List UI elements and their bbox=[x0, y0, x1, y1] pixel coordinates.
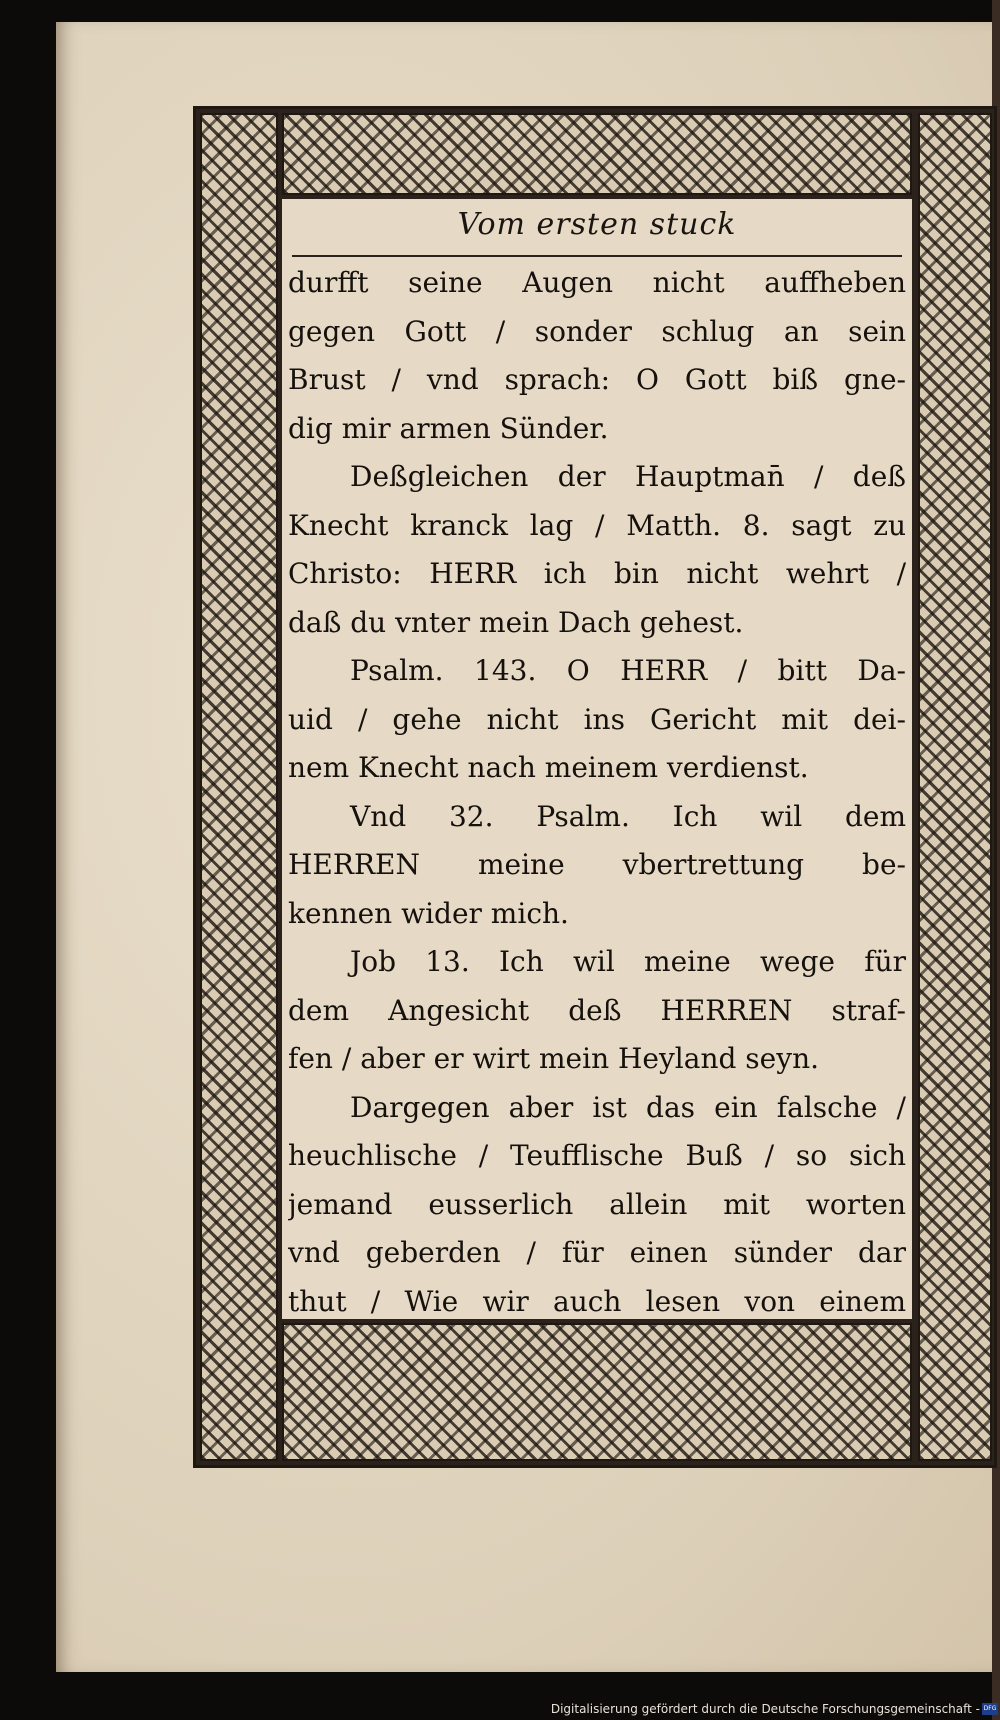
top-ornament-band bbox=[282, 113, 912, 195]
text-line: Brust / vnd sprach: O Gott biß gne- bbox=[288, 363, 906, 396]
text-line: thut / Wie wir auch lesen von einem bbox=[288, 1284, 906, 1318]
text-line: kennen wider mich. bbox=[288, 896, 569, 930]
text-line: fen / aber er wirt mein Heyland seyn. bbox=[288, 1042, 820, 1075]
running-head-rule bbox=[292, 255, 902, 257]
running-head: Vom ersten stuck bbox=[457, 207, 737, 242]
text-line: uid / gehe nicht ins Gericht mit dei- bbox=[288, 702, 906, 736]
woodcut-border-frame bbox=[193, 106, 997, 1468]
text-line: dig mir armen Sünder. bbox=[288, 411, 609, 445]
text-line: dem Angesicht deß HERREN straf- bbox=[288, 993, 906, 1027]
text-line: HERREN meine vbertrettung be- bbox=[288, 848, 906, 881]
text-line: vnd geberden / für einen sünder dar bbox=[288, 1236, 906, 1269]
text-line: durfft seine Augen nicht auffheben bbox=[288, 266, 906, 299]
text-line: nem Knecht nach meinem verdienst. bbox=[288, 751, 809, 784]
right-ornament-column bbox=[918, 113, 992, 1461]
digitization-credit: Digitalisierung gefördert durch die Deutsche Forschungsgemeinschaft - bbox=[550, 1702, 980, 1716]
body-text bbox=[288, 259, 906, 1326]
text-line: jemand eusserlich allein mit worten bbox=[288, 1187, 906, 1221]
text-line: heuchlische / Teufflische Buß / so sich bbox=[288, 1139, 906, 1172]
bottom-ornament-band bbox=[282, 1323, 912, 1461]
text-line: gegen Gott / sonder schlug an sein bbox=[288, 314, 906, 348]
text-line: Psalm. 143. O HERR / bitt Da- bbox=[350, 654, 906, 687]
text-block bbox=[282, 199, 912, 1319]
dfg-logo: DFG bbox=[982, 1703, 998, 1715]
text-line: Dargegen aber ist das ein falsche / bbox=[350, 1090, 906, 1124]
text-line: Knecht kranck lag / Matth. 8. sagt zu bbox=[288, 508, 906, 542]
text-line: Vnd 32. Psalm. Ich wil dem bbox=[350, 799, 906, 833]
text-line: Christo: HERR ich bin nicht wehrt / bbox=[288, 557, 906, 590]
left-ornament-column bbox=[200, 113, 278, 1461]
text-line: Job 13. Ich wil meine wege für bbox=[350, 945, 906, 978]
text-line: daß du vnter mein Dach gehest. bbox=[288, 605, 744, 639]
text-line: Deßgleichen der Hauptman̄ / deß bbox=[350, 460, 906, 493]
